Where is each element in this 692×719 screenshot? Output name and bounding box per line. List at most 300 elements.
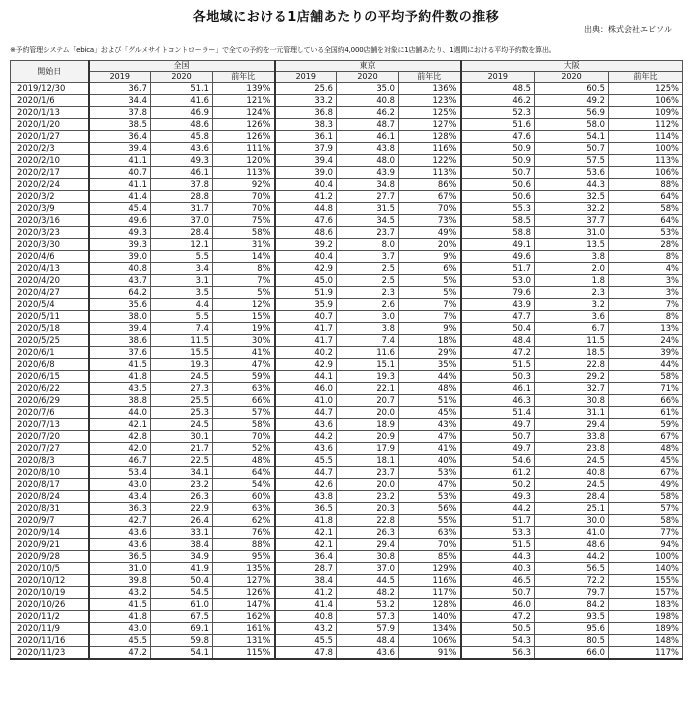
osaka-yoy-cell: 61% [609, 407, 683, 419]
tokyo-2020-cell: 31.5 [337, 203, 399, 215]
table-row [11, 395, 683, 407]
table-row [11, 431, 683, 443]
tokyo-2020-cell: 23.2 [337, 491, 399, 503]
tokyo-2019-cell: 36.5 [275, 503, 337, 515]
osaka-yoy-cell: 88% [609, 179, 683, 191]
osaka-2020-cell: 1.8 [535, 275, 609, 287]
national-yoy-cell: 5% [213, 287, 275, 299]
tokyo-yoy-cell: 73% [399, 215, 461, 227]
national-2020-cell: 4.4 [151, 299, 213, 311]
national-2019-cell: 43.7 [89, 275, 151, 287]
national-2019-cell: 47.2 [89, 647, 151, 660]
reservation-table [10, 60, 683, 660]
date-cell: 2020/7/20 [11, 431, 89, 443]
date-cell: 2020/9/7 [11, 515, 89, 527]
osaka-2019-cell: 50.7 [461, 167, 535, 179]
tokyo-2019-cell: 41.4 [275, 599, 337, 611]
date-cell: 2020/6/15 [11, 371, 89, 383]
national-yoy-cell: 52% [213, 443, 275, 455]
osaka-2019-cell: 49.3 [461, 491, 535, 503]
date-cell: 2020/2/3 [11, 143, 89, 155]
tokyo-2019-cell: 42.6 [275, 479, 337, 491]
tokyo-2020-cell: 35.0 [337, 83, 399, 95]
table-row [11, 347, 683, 359]
tokyo-2020-cell: 3.7 [337, 251, 399, 263]
table-row [11, 179, 683, 191]
osaka-yoy-header: 前年比 [609, 72, 683, 83]
table-row [11, 551, 683, 563]
osaka-yoy-cell: 100% [609, 143, 683, 155]
table-row [11, 647, 683, 660]
date-cell: 2020/7/13 [11, 419, 89, 431]
osaka-yoy-cell: 53% [609, 227, 683, 239]
osaka-2020-cell: 13.5 [535, 239, 609, 251]
tokyo-yoy-cell: 63% [399, 527, 461, 539]
table-row [11, 155, 683, 167]
national-2019-cell: 45.5 [89, 635, 151, 647]
national-yoy-cell: 120% [213, 155, 275, 167]
osaka-2020-cell: 6.7 [535, 323, 609, 335]
national-yoy-cell: 126% [213, 587, 275, 599]
tokyo-yoy-cell: 6% [399, 263, 461, 275]
national-2019-cell: 43.4 [89, 491, 151, 503]
date-cell: 2020/4/27 [11, 287, 89, 299]
tokyo-2020-cell: 40.8 [337, 95, 399, 107]
national-2020-cell: 41.6 [151, 95, 213, 107]
tokyo-2020-cell: 19.3 [337, 371, 399, 383]
tokyo-yoy-cell: 129% [399, 563, 461, 575]
osaka-yoy-cell: 58% [609, 515, 683, 527]
tokyo-2020-cell: 44.5 [337, 575, 399, 587]
national-yoy-cell: 12% [213, 299, 275, 311]
tokyo-2019-cell: 37.9 [275, 143, 337, 155]
osaka-2020-cell: 11.5 [535, 335, 609, 347]
national-2020-cell: 46.9 [151, 107, 213, 119]
tokyo-2020-cell: 48.4 [337, 635, 399, 647]
national-2019-cell: 39.8 [89, 575, 151, 587]
national-2020-cell: 28.4 [151, 227, 213, 239]
table-row [11, 419, 683, 431]
tokyo-yoy-cell: 20% [399, 239, 461, 251]
tokyo-yoy-cell: 7% [399, 299, 461, 311]
region-header-row [11, 61, 683, 72]
tokyo-2019-cell: 43.2 [275, 623, 337, 635]
tokyo-yoy-cell: 128% [399, 131, 461, 143]
national-2020-cell: 24.5 [151, 371, 213, 383]
tokyo-2019-cell: 41.7 [275, 335, 337, 347]
national-2019-cell: 37.8 [89, 107, 151, 119]
table-row [11, 299, 683, 311]
national-yoy-cell: 75% [213, 215, 275, 227]
national-2019-cell: 43.2 [89, 587, 151, 599]
osaka-2019-cell: 43.9 [461, 299, 535, 311]
tokyo-2020-cell: 2.3 [337, 287, 399, 299]
table-row [11, 491, 683, 503]
table-row [11, 563, 683, 575]
tokyo-2020-cell: 20.0 [337, 479, 399, 491]
date-cell: 2020/8/3 [11, 455, 89, 467]
national-2020-cell: 27.3 [151, 383, 213, 395]
national-yoy-cell: 131% [213, 635, 275, 647]
tokyo-yoy-cell: 7% [399, 311, 461, 323]
tokyo-yoy-cell: 49% [399, 227, 461, 239]
table-row [11, 83, 683, 95]
osaka-2019-cell: 61.2 [461, 467, 535, 479]
osaka-2019-cell: 50.2 [461, 479, 535, 491]
osaka-2020-cell: 3.2 [535, 299, 609, 311]
table-row [11, 227, 683, 239]
tokyo-2020-cell: 27.7 [337, 191, 399, 203]
tokyo-yoy-cell: 5% [399, 287, 461, 299]
national-2019-cell: 44.0 [89, 407, 151, 419]
national-2020-cell: 3.1 [151, 275, 213, 287]
osaka-2019-cell: 47.2 [461, 347, 535, 359]
tokyo-yoy-cell: 116% [399, 575, 461, 587]
national-2019-header: 2019 [89, 72, 151, 83]
osaka-yoy-cell: 71% [609, 383, 683, 395]
tokyo-2019-cell: 41.2 [275, 191, 337, 203]
tokyo-2019-cell: 33.2 [275, 95, 337, 107]
table-row [11, 323, 683, 335]
tokyo-2019-cell: 41.2 [275, 587, 337, 599]
table-row [11, 311, 683, 323]
osaka-2019-cell: 47.6 [461, 131, 535, 143]
osaka-yoy-cell: 114% [609, 131, 683, 143]
osaka-yoy-cell: 140% [609, 563, 683, 575]
tokyo-2020-cell: 20.9 [337, 431, 399, 443]
osaka-2019-header: 2019 [461, 72, 535, 83]
tokyo-2020-cell: 37.0 [337, 563, 399, 575]
national-2020-cell: 67.5 [151, 611, 213, 623]
tokyo-yoy-cell: 9% [399, 251, 461, 263]
national-yoy-cell: 59% [213, 371, 275, 383]
osaka-yoy-cell: 13% [609, 323, 683, 335]
national-2020-cell: 41.9 [151, 563, 213, 575]
national-2019-cell: 38.5 [89, 119, 151, 131]
tokyo-yoy-cell: 106% [399, 635, 461, 647]
date-cell: 2020/3/2 [11, 191, 89, 203]
osaka-2019-cell: 51.4 [461, 407, 535, 419]
tokyo-2019-cell: 43.8 [275, 491, 337, 503]
national-2019-cell: 39.4 [89, 143, 151, 155]
date-cell: 2020/6/29 [11, 395, 89, 407]
tokyo-2020-cell: 48.0 [337, 155, 399, 167]
tokyo-2019-cell: 46.0 [275, 383, 337, 395]
osaka-yoy-cell: 66% [609, 395, 683, 407]
national-2020-cell: 37.0 [151, 215, 213, 227]
osaka-2019-cell: 46.3 [461, 395, 535, 407]
osaka-2020-cell: 24.5 [535, 479, 609, 491]
national-2020-cell: 24.5 [151, 419, 213, 431]
table-row [11, 119, 683, 131]
tokyo-yoy-cell: 136% [399, 83, 461, 95]
osaka-2020-cell: 41.0 [535, 527, 609, 539]
national-2020-cell: 48.6 [151, 119, 213, 131]
osaka-2019-cell: 50.9 [461, 155, 535, 167]
tokyo-2019-cell: 42.1 [275, 539, 337, 551]
national-yoy-cell: 135% [213, 563, 275, 575]
osaka-2019-cell: 50.6 [461, 191, 535, 203]
osaka-2020-cell: 44.2 [535, 551, 609, 563]
national-2020-cell: 22.9 [151, 503, 213, 515]
table-row [11, 623, 683, 635]
tokyo-yoy-cell: 56% [399, 503, 461, 515]
national-2020-cell: 54.5 [151, 587, 213, 599]
date-cell: 2020/4/6 [11, 251, 89, 263]
region-header-national: 全国 [89, 61, 275, 72]
national-2019-cell: 38.8 [89, 395, 151, 407]
table-row [11, 467, 683, 479]
national-yoy-cell: 70% [213, 431, 275, 443]
osaka-2019-cell: 58.5 [461, 215, 535, 227]
national-yoy-cell: 111% [213, 143, 275, 155]
osaka-2019-cell: 50.7 [461, 431, 535, 443]
table-row [11, 131, 683, 143]
osaka-2020-cell: 60.5 [535, 83, 609, 95]
osaka-2020-cell: 30.8 [535, 395, 609, 407]
tokyo-2019-cell: 40.2 [275, 347, 337, 359]
national-yoy-cell: 60% [213, 491, 275, 503]
tokyo-yoy-cell: 53% [399, 491, 461, 503]
national-2019-cell: 53.4 [89, 467, 151, 479]
tokyo-2019-cell: 43.6 [275, 419, 337, 431]
date-cell: 2020/11/23 [11, 647, 89, 660]
tokyo-2019-cell: 39.0 [275, 167, 337, 179]
date-cell: 2020/3/30 [11, 239, 89, 251]
national-2020-cell: 3.4 [151, 263, 213, 275]
tokyo-yoy-cell: 91% [399, 647, 461, 660]
date-cell: 2020/11/2 [11, 611, 89, 623]
national-2020-cell: 61.0 [151, 599, 213, 611]
national-2020-cell: 21.7 [151, 443, 213, 455]
date-cell: 2020/6/1 [11, 347, 89, 359]
table-row [11, 95, 683, 107]
osaka-2020-cell: 58.0 [535, 119, 609, 131]
tokyo-2020-cell: 46.2 [337, 107, 399, 119]
osaka-2020-cell: 32.5 [535, 191, 609, 203]
national-2020-cell: 19.3 [151, 359, 213, 371]
date-cell: 2020/5/4 [11, 299, 89, 311]
osaka-2020-cell: 2.0 [535, 263, 609, 275]
tokyo-yoy-cell: 40% [399, 455, 461, 467]
national-2019-cell: 39.3 [89, 239, 151, 251]
tokyo-2019-cell: 41.0 [275, 395, 337, 407]
osaka-yoy-cell: 39% [609, 347, 683, 359]
osaka-2019-cell: 55.3 [461, 203, 535, 215]
osaka-yoy-cell: 106% [609, 167, 683, 179]
national-2020-cell: 26.3 [151, 491, 213, 503]
tokyo-yoy-cell: 41% [399, 443, 461, 455]
osaka-2019-cell: 50.9 [461, 143, 535, 155]
osaka-yoy-cell: 183% [609, 599, 683, 611]
tokyo-2020-cell: 43.8 [337, 143, 399, 155]
national-yoy-cell: 31% [213, 239, 275, 251]
osaka-2019-cell: 51.5 [461, 359, 535, 371]
osaka-2020-cell: 50.7 [535, 143, 609, 155]
table-row [11, 239, 683, 251]
osaka-yoy-cell: 48% [609, 443, 683, 455]
page-title: 各地域における1店舗あたりの平均予約件数の推移 [192, 10, 500, 25]
national-2020-cell: 26.4 [151, 515, 213, 527]
national-2019-cell: 43.6 [89, 527, 151, 539]
tokyo-2019-cell: 45.0 [275, 275, 337, 287]
national-2020-cell: 11.5 [151, 335, 213, 347]
national-yoy-cell: 30% [213, 335, 275, 347]
osaka-2019-cell: 50.3 [461, 371, 535, 383]
osaka-2020-cell: 48.6 [535, 539, 609, 551]
tokyo-2020-cell: 43.6 [337, 647, 399, 660]
table-row [11, 407, 683, 419]
osaka-2019-cell: 52.3 [461, 107, 535, 119]
osaka-yoy-cell: 28% [609, 239, 683, 251]
national-yoy-cell: 161% [213, 623, 275, 635]
osaka-2020-cell: 31.0 [535, 227, 609, 239]
tokyo-yoy-cell: 43% [399, 419, 461, 431]
tokyo-2020-cell: 8.0 [337, 239, 399, 251]
national-yoy-cell: 47% [213, 359, 275, 371]
osaka-yoy-cell: 7% [609, 299, 683, 311]
osaka-2019-cell: 46.5 [461, 575, 535, 587]
national-2020-cell: 38.4 [151, 539, 213, 551]
tokyo-2020-cell: 48.7 [337, 119, 399, 131]
tokyo-yoy-cell: 51% [399, 395, 461, 407]
osaka-yoy-cell: 113% [609, 155, 683, 167]
tokyo-2020-cell: 15.1 [337, 359, 399, 371]
date-cell: 2020/7/6 [11, 407, 89, 419]
table-row [11, 587, 683, 599]
osaka-2020-cell: 95.6 [535, 623, 609, 635]
national-2019-cell: 39.0 [89, 251, 151, 263]
osaka-yoy-cell: 125% [609, 83, 683, 95]
tokyo-2019-cell: 38.3 [275, 119, 337, 131]
national-2019-cell: 42.0 [89, 443, 151, 455]
osaka-2020-cell: 24.5 [535, 455, 609, 467]
table-row [11, 503, 683, 515]
osaka-yoy-cell: 198% [609, 611, 683, 623]
osaka-2020-cell: 72.2 [535, 575, 609, 587]
date-cell: 2020/4/20 [11, 275, 89, 287]
tokyo-2020-cell: 7.4 [337, 335, 399, 347]
tokyo-2020-cell: 23.7 [337, 467, 399, 479]
date-cell: 2020/9/21 [11, 539, 89, 551]
national-2019-cell: 40.7 [89, 167, 151, 179]
tokyo-2020-cell: 20.0 [337, 407, 399, 419]
osaka-2020-cell: 32.2 [535, 203, 609, 215]
tokyo-2019-cell: 47.8 [275, 647, 337, 660]
national-yoy-cell: 8% [213, 263, 275, 275]
osaka-2020-cell: 25.1 [535, 503, 609, 515]
national-2019-cell: 41.4 [89, 191, 151, 203]
tokyo-2020-cell: 2.5 [337, 275, 399, 287]
tokyo-2020-cell: 26.3 [337, 527, 399, 539]
date-cell: 2020/10/5 [11, 563, 89, 575]
osaka-2020-cell: 3.6 [535, 311, 609, 323]
tokyo-yoy-cell: 47% [399, 431, 461, 443]
date-cell: 2020/5/11 [11, 311, 89, 323]
national-2020-cell: 30.1 [151, 431, 213, 443]
osaka-yoy-cell: 45% [609, 455, 683, 467]
date-cell: 2020/8/24 [11, 491, 89, 503]
table-row [11, 611, 683, 623]
osaka-2019-cell: 44.2 [461, 503, 535, 515]
table-row [11, 539, 683, 551]
national-2019-cell: 37.6 [89, 347, 151, 359]
national-2019-cell: 42.7 [89, 515, 151, 527]
tokyo-2019-cell: 44.7 [275, 467, 337, 479]
osaka-yoy-cell: 8% [609, 251, 683, 263]
date-cell: 2020/3/16 [11, 215, 89, 227]
national-yoy-cell: 57% [213, 407, 275, 419]
tokyo-yoy-cell: 70% [399, 539, 461, 551]
tokyo-yoy-cell: 44% [399, 371, 461, 383]
national-yoy-cell: 62% [213, 515, 275, 527]
osaka-yoy-cell: 64% [609, 191, 683, 203]
osaka-2019-cell: 50.7 [461, 587, 535, 599]
table-row [11, 359, 683, 371]
tokyo-yoy-header: 前年比 [399, 72, 461, 83]
osaka-2020-cell: 32.7 [535, 383, 609, 395]
tokyo-2020-cell: 48.2 [337, 587, 399, 599]
table-row [11, 599, 683, 611]
tokyo-2020-cell: 18.1 [337, 455, 399, 467]
national-yoy-cell: 54% [213, 479, 275, 491]
tokyo-yoy-cell: 123% [399, 95, 461, 107]
tokyo-2019-cell: 28.7 [275, 563, 337, 575]
tokyo-2020-cell: 57.3 [337, 611, 399, 623]
national-yoy-cell: 63% [213, 383, 275, 395]
tokyo-2020-cell: 20.3 [337, 503, 399, 515]
national-yoy-cell: 147% [213, 599, 275, 611]
tokyo-2019-cell: 40.4 [275, 251, 337, 263]
table-row [11, 191, 683, 203]
osaka-2020-cell: 49.2 [535, 95, 609, 107]
date-cell: 2020/11/16 [11, 635, 89, 647]
region-header-osaka: 大阪 [461, 61, 683, 72]
source-credit: 出典：株式会社エビソル [584, 25, 672, 34]
national-2019-cell: 41.5 [89, 359, 151, 371]
osaka-yoy-cell: 94% [609, 539, 683, 551]
national-2020-cell: 7.4 [151, 323, 213, 335]
osaka-yoy-cell: 59% [609, 419, 683, 431]
tokyo-2019-cell: 44.1 [275, 371, 337, 383]
osaka-yoy-cell: 58% [609, 203, 683, 215]
osaka-2019-cell: 51.6 [461, 119, 535, 131]
tokyo-2019-cell: 45.5 [275, 455, 337, 467]
date-cell: 2020/3/23 [11, 227, 89, 239]
national-yoy-cell: 126% [213, 119, 275, 131]
tokyo-2019-cell: 44.8 [275, 203, 337, 215]
national-2019-cell: 35.6 [89, 299, 151, 311]
osaka-2020-cell: 23.8 [535, 443, 609, 455]
national-yoy-cell: 58% [213, 419, 275, 431]
osaka-yoy-cell: 157% [609, 587, 683, 599]
national-2019-cell: 43.5 [89, 383, 151, 395]
date-cell: 2020/8/17 [11, 479, 89, 491]
osaka-2020-cell: 31.1 [535, 407, 609, 419]
national-yoy-header: 前年比 [213, 72, 275, 83]
date-cell: 2020/6/8 [11, 359, 89, 371]
osaka-2019-cell: 50.6 [461, 179, 535, 191]
date-cell: 2020/4/13 [11, 263, 89, 275]
national-2019-cell: 36.4 [89, 131, 151, 143]
national-yoy-cell: 70% [213, 191, 275, 203]
date-cell: 2020/3/9 [11, 203, 89, 215]
table-row [11, 275, 683, 287]
national-2019-cell: 64.2 [89, 287, 151, 299]
osaka-2019-cell: 58.8 [461, 227, 535, 239]
national-2020-cell: 54.1 [151, 647, 213, 660]
table-row [11, 107, 683, 119]
